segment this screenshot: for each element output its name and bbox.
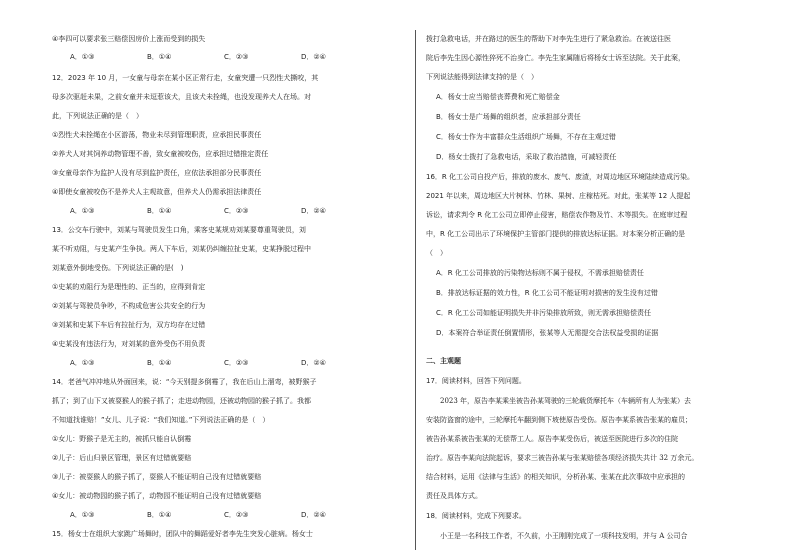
q14-option-c: C．②③ <box>224 511 249 519</box>
q17-material-line: 被告孙某系被告张某的无偿帮工人。原告李某受伤后，被送至医院进行多次的住院 <box>426 435 678 443</box>
q12-item-2: ②养犬人对其饲养动物管理不善，致女童被咬伤，应承担过错推定责任 <box>52 150 269 158</box>
q15-option-a: A．杨女士应当赔偿丧葬费和死亡赔偿金 <box>436 93 560 101</box>
q17-question-line: 结合材料，运用《法律与生活》的相关知识，分析孙某、张某在此次事故中应承担的 <box>426 473 685 481</box>
q12-item-4: ④即使女童被咬伤不是养犬人主观故意，但养犬人仍需承担法律责任 <box>52 188 262 196</box>
q14-item-2: ②儿子：后山归景区管理，景区有过错就要赔 <box>52 454 192 462</box>
q17-intro: 17．阅读材料，回答下列问题。 <box>426 377 526 385</box>
q13-stem-line: 刘某意外倒地受伤。下列说法正确的是( ) <box>52 264 184 272</box>
q17-question-line: 责任及具体方式。 <box>426 492 482 500</box>
section-heading: 二、主观题 <box>426 357 461 365</box>
q15-option-d: D．杨女士拨打了急救电话，采取了救治措施，可减轻责任 <box>436 153 617 161</box>
q15-option-c: C．杨女士作为丰富群众生活组织广场舞，不存在主观过错 <box>436 133 616 141</box>
q15-stem-line: 15．杨女士在组织大家跳广场舞时，团队中的舞蹈爱好者李先生突发心脏病。杨女士 <box>52 530 313 538</box>
q11-option-b: B．①④ <box>147 53 172 61</box>
q12-stem-line: 此，下列说法正确的是（ ） <box>52 112 143 120</box>
q12-stem-line: 母多次驱赶未果，之前女童并未逗惹该犬，且该犬未拴绳，也没发现养犬人在场。对 <box>52 93 311 101</box>
q14-stem-line: 抓了；到了山下又被耍猴人的猴子抓了；走进动物园，还被动物园的猴子抓了。我都 <box>52 397 311 405</box>
q17-material-line: 2023 年，原告李某乘坐被告孙某驾驶的三轮载货摩托车（车辆所有人为张某）去 <box>440 397 692 405</box>
q13-option-a: A．①③ <box>70 359 95 367</box>
q12-options <box>70 206 378 216</box>
q14-option-a: A．①③ <box>70 511 95 519</box>
q12-option-a: A．①③ <box>70 207 95 215</box>
q13-stem-line: 13．公交车行驶中，刘某与驾驶员发生口角，乘客史某规劝刘某要尊重驾驶员，刘 <box>52 226 306 234</box>
q13-stem-line: 某不听劝阻，与史某产生争执。两人下车后，刘某仍纠缠拉扯史某，史某挣脱过程中 <box>52 245 311 253</box>
q11-option-a: A．①③ <box>70 53 95 61</box>
q11-options <box>70 52 378 62</box>
q15-stem-line: 下列说法能得到法律支持的是（ ） <box>426 73 538 81</box>
q12-item-3: ③女童母亲作为监护人没有尽到监护责任，应依法承担部分民事责任 <box>52 169 262 177</box>
q16-stem-line: 2021 年以来，周边地区大片树林、竹林、果树、庄稼枯死。对此，张某等 12 人提起 <box>426 192 691 200</box>
q13-item-1: ①史某的劝阻行为是理性的、正当的，应得到肯定 <box>52 283 206 291</box>
q13-option-b: B．①④ <box>147 359 172 367</box>
q16-stem-line: 16．R 化工公司自投产后，排放的废水、废气、废渣，对周边地区环境陆续造成污染。 <box>426 173 694 181</box>
q13-options <box>70 358 378 368</box>
q11-option-c: C．②③ <box>224 53 249 61</box>
q15-stem-line: 院后李先生因心源性猝死不治身亡。李先生家属随后将杨女士诉至法院。关于此案， <box>426 54 685 62</box>
q13-item-4: ④史某没有违法行为，对刘某的意外受伤不用负责 <box>52 340 206 348</box>
q11-option-d: D．②④ <box>301 53 326 61</box>
q12-stem-line: 12．2023 年 10 月，一女童与母亲在某小区正常行走，女童突遭一只烈性犬撕咬，其 <box>52 74 319 82</box>
q13-option-d: D．②④ <box>301 359 326 367</box>
q18-material-line: 小王是一名科技工作者，不久前，小王刚刚完成了一项科技发明，并与 A 公司合 <box>440 532 688 540</box>
q12-option-d: D．②④ <box>301 207 326 215</box>
q14-item-3: ③儿子：被耍猴人的猴子抓了，耍猴人不能证明自己没有过错就要赔 <box>52 473 262 481</box>
q16-stem-line: 诉讼，请求判令 R 化工公司立即停止侵害，赔偿农作物及竹、木等损失。在庭审过程 <box>426 211 688 219</box>
q15-option-b: B．杨女士是广场舞的组织者，应承担部分责任 <box>436 113 581 121</box>
q14-item-1: ①女儿：野猴子是无主的，被抓只能自认倒霉 <box>52 435 192 443</box>
q18-intro: 18．阅读材料，完成下列要求。 <box>426 512 526 520</box>
q14-options <box>70 510 378 520</box>
q13-item-3: ③刘某和史某下车后有拉扯行为，双方均存在过错 <box>52 321 206 329</box>
q16-option-a: A．R 化工公司排放的污染物达标则不属于侵权，不需承担赔偿责任 <box>436 269 644 277</box>
q15-stem-line: 拨打急救电话，并在路过的医生的帮助下对李先生进行了紧急救治。在被送往医 <box>426 35 671 43</box>
q16-option-b: B．排放达标证据的效力性，R 化工公司不能证明对损害的发生没有过错 <box>436 289 658 297</box>
q12-option-c: C．②③ <box>224 207 249 215</box>
q13-option-c: C．②③ <box>224 359 249 367</box>
q16-option-c: C．R 化工公司如能证明损失并非污染排放所致，则无需承担赔偿责任 <box>436 309 651 317</box>
q16-stem-line: 中，R 化工公司出示了环境保护主管部门提供的排放达标证据。对本案分析正确的是 <box>426 230 686 238</box>
q17-material-line: 安装防盗窗的途中，三轮摩托车翻到侧下坡使原告受伤。原告李某系被告张某的雇员； <box>426 416 692 424</box>
q17-material-line: 治疗。原告李某向法院起诉，要求三被告孙某与张某赔偿各项经济损失共计 32 万余元。 <box>426 454 699 462</box>
q16-option-d: D．本案符合举证责任倒置情形，张某等人无需提交合法权益受损的证据 <box>436 329 659 337</box>
column-divider <box>415 30 416 550</box>
q12-option-b: B．①④ <box>147 207 172 215</box>
q14-stem-line: 不知道找谁赔！”女儿、儿子说：“我们知道。”下列说法正确的是（ ） <box>52 416 270 424</box>
q13-item-2: ②刘某与驾驶员争吵，不构成危害公共安全的行为 <box>52 302 206 310</box>
q12-item-1: ①烈性犬未拴绳在小区游荡，物业未尽到管理职责，应承担民事责任 <box>52 131 262 139</box>
q16-stem-line: （ ） <box>426 249 447 257</box>
q14-item-4: ④女儿：被动物园的猴子抓了，动物园不能证明自己没有过错就要赔 <box>52 492 262 500</box>
q14-option-b: B．①④ <box>147 511 172 519</box>
q14-stem-line: 14．老爸气冲冲地从外面回来，说：“今天别提多倒霉了，我在后山上溜弯，被野猴子 <box>52 378 317 386</box>
q14-option-d: D．②④ <box>301 511 326 519</box>
q11-item-4: ④李四可以要求张三赔偿因房价上涨而受到的损失 <box>52 35 206 43</box>
